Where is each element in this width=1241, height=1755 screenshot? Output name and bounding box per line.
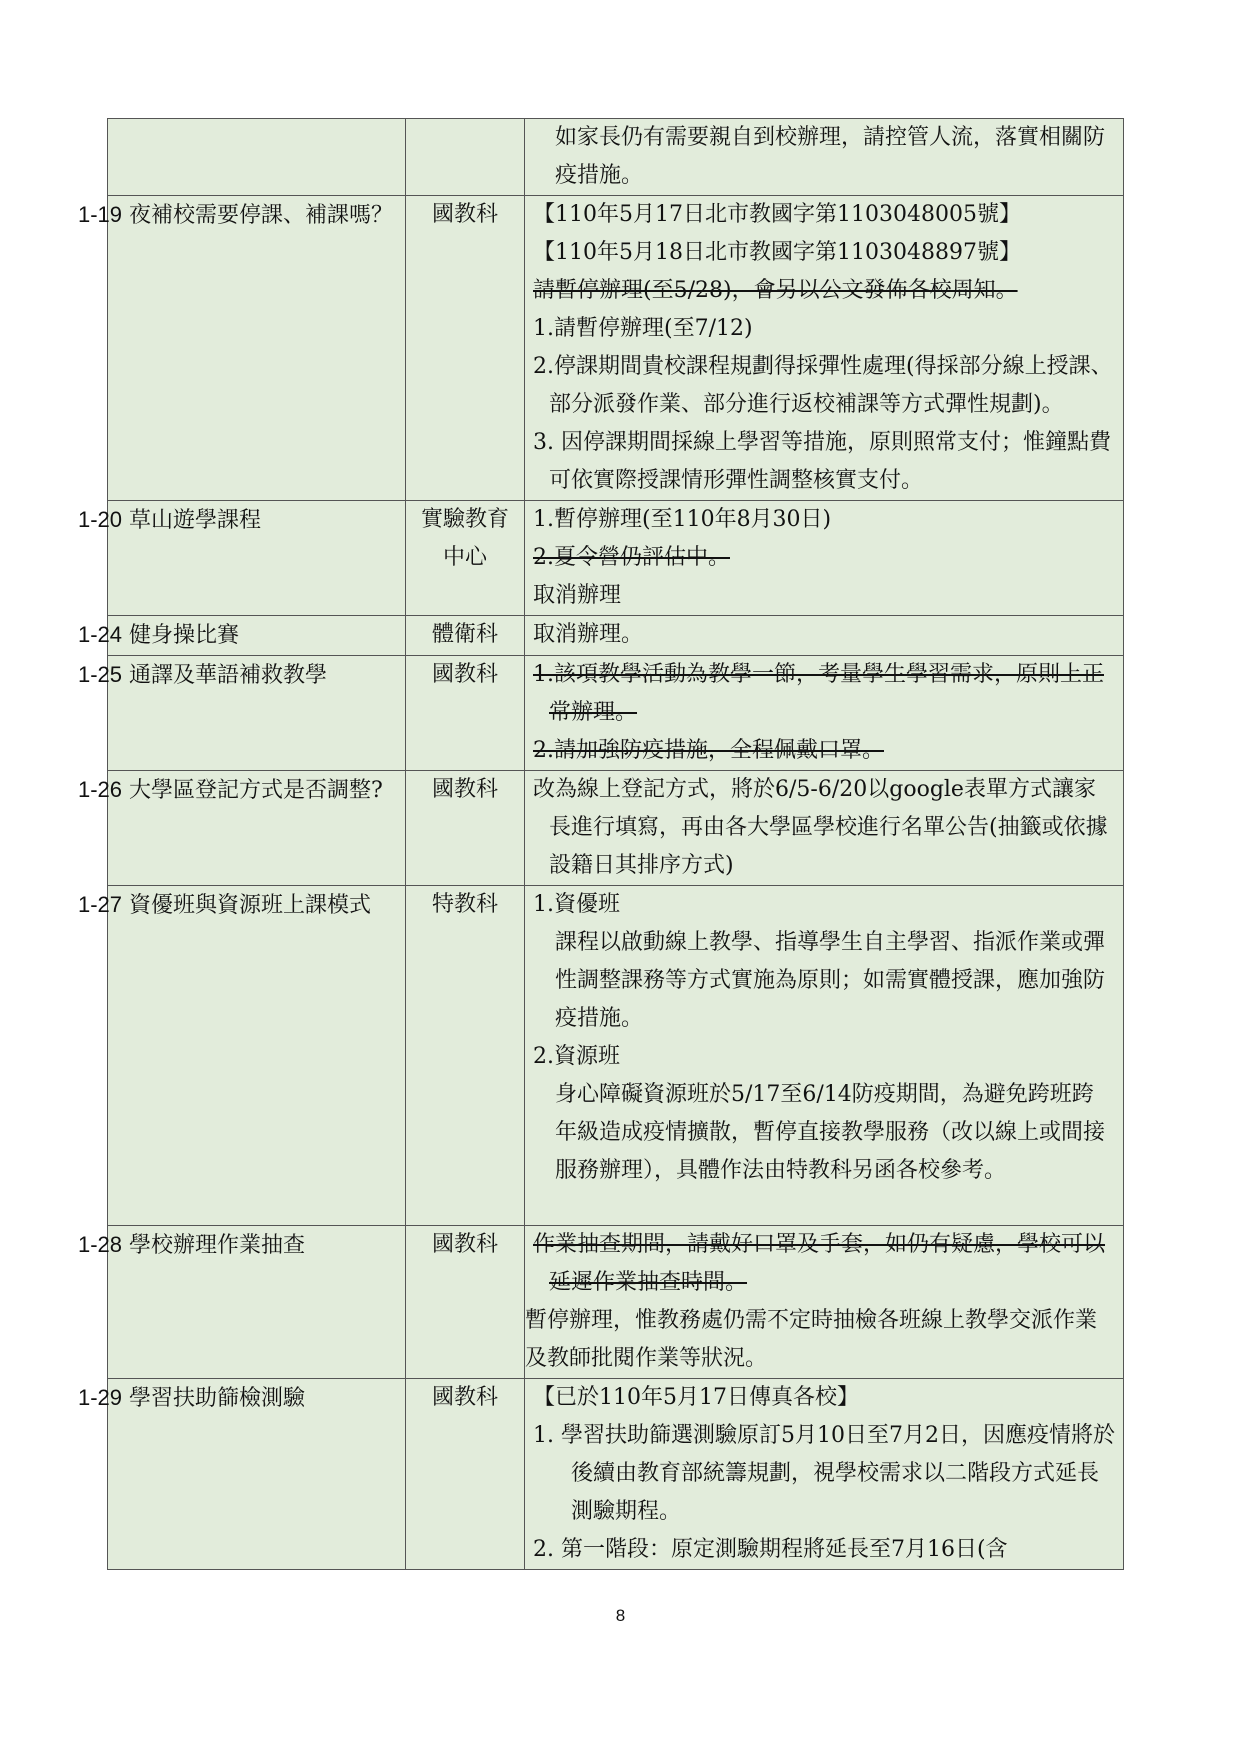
answer-line: 身心障礙資源班於5/17至6/14防疫期間，為避免跨班跨年級造成疫情擴散，暫停直接教學服務（改以線上或間接服務辦理），具體作法由特教科另函各校參考。 <box>555 1082 1106 1183</box>
answer-cell <box>525 1379 1124 1570</box>
question-number: 1-27 <box>78 892 123 917</box>
answer-line: 2.資源班 <box>533 1044 620 1069</box>
answer-cell <box>525 616 1124 656</box>
answer-cell <box>525 119 1124 196</box>
question-cell <box>108 119 406 196</box>
question-cell <box>78 196 406 501</box>
answer-cell <box>525 1226 1124 1379</box>
answer-line: 取消辦理。 <box>533 622 644 647</box>
answer-line: 改為線上登記方式，將於6/5-6/20以google表單方式讓家長進行填寫，再由各大學區學校進行名單公告(抽籤或依據設籍日其排序方式) <box>533 777 1108 878</box>
question-number: 1-26 <box>78 777 123 802</box>
department-cell: 實驗教育中心 <box>406 501 525 616</box>
question-text: 草山遊學課程 <box>129 508 262 533</box>
department-cell: 特教科 <box>406 886 525 1226</box>
answer-line-struck: 請暫停辦理(至5/28)，會另以公文發佈各校周知。 <box>533 278 1018 303</box>
table-row <box>108 1379 1124 1570</box>
question-cell <box>78 1226 406 1379</box>
table-row <box>108 1226 1124 1379</box>
answer-cell <box>525 196 1124 501</box>
department-cell: 國教科 <box>406 196 525 501</box>
answer-line: 1.資優班 <box>533 892 620 917</box>
page-number: 8 <box>615 1606 626 1625</box>
department-cell <box>406 119 525 196</box>
answer-line: 【110年5月18日北市教國字第1103048897號】 <box>533 240 1021 265</box>
answer-line: 3. 因停課期間採線上學習等措施，原則照常支付；惟鐘點費可依實際授課情形彈性調整核實支付。 <box>533 430 1111 493</box>
question-text: 學習扶助篩檢測驗 <box>129 1386 306 1411</box>
department-cell: 國教科 <box>406 771 525 886</box>
answer-cell <box>525 501 1124 616</box>
answer-line: 取消辦理 <box>533 583 622 608</box>
answer-line: 2. 第一階段：原定測驗期程將延長至7月16日(含 <box>533 1537 1008 1562</box>
department-cell: 國教科 <box>406 1226 525 1379</box>
question-cell <box>78 1379 406 1570</box>
answer-line: 暫停辦理，惟教務處仍需不定時抽檢各班線上教學交派作業及教師批閱作業等狀況。 <box>525 1308 1098 1371</box>
question-text: 通譯及華語補救教學 <box>129 663 328 688</box>
table-row <box>108 616 1124 656</box>
question-text: 學校辦理作業抽查 <box>129 1233 306 1258</box>
answer-line: 【已於110年5月17日傳真各校】 <box>533 1385 859 1410</box>
answer-line: 2.停課期間貴校課程規劃得採彈性處理(得採部分線上授課、部分派發作業、部分進行返校補課等方式彈性規劃)。 <box>533 354 1113 417</box>
table-row <box>108 886 1124 1226</box>
answer-cell <box>525 771 1124 886</box>
table-row <box>108 119 1124 196</box>
answer-line-struck: 2.請加強防疫措施，全程佩戴口罩。 <box>533 738 884 763</box>
table-row <box>108 771 1124 886</box>
question-cell <box>78 501 406 616</box>
question-number: 1-19 <box>78 202 123 227</box>
question-text: 大學區登記方式是否調整? <box>129 778 383 803</box>
answer-line: 1. 學習扶助篩選測驗原訂5月10日至7月2日，因應疫情將於後續由教育部統籌規劃，視學校需求以二階段方式延長測驗期程。 <box>533 1423 1115 1524</box>
answer-line-struck: 2.夏令營仍評估中。 <box>533 545 730 570</box>
qa-table <box>78 118 1124 1570</box>
question-text: 夜補校需要停課、補課嗎？ <box>129 203 394 228</box>
question-cell <box>78 656 406 771</box>
answer-line: 如家長仍有需要親自到校辦理，請控管人流，落實相關防疫措施。 <box>555 125 1106 188</box>
answer-line-struck: 作業抽查期間，請戴好口罩及手套，如仍有疑慮，學校可以延遲作業抽查時間。 <box>533 1232 1106 1295</box>
question-number: 1-24 <box>78 622 123 647</box>
department-cell: 體衛科 <box>406 616 525 656</box>
department-cell: 國教科 <box>406 1379 525 1570</box>
answer-line: 【110年5月17日北市教國字第1103048005號】 <box>533 202 1021 227</box>
table-row <box>108 656 1124 771</box>
question-cell <box>78 616 406 656</box>
answer-line: 1.暫停辦理(至110年8月30日) <box>533 507 832 532</box>
question-number: 1-20 <box>78 507 123 532</box>
question-text: 資優班與資源班上課模式 <box>129 893 372 918</box>
answer-line: 1.請暫停辦理(至7/12) <box>533 316 753 341</box>
answer-cell <box>525 656 1124 771</box>
answer-line-struck: 1.該項教學活動為教學一節，考量學生學習需求，原則上正常辦理。 <box>533 662 1104 725</box>
answer-line: 課程以啟動線上教學、指導學生自主學習、指派作業或彈性調整課務等方式實施為原則；如需實體授課，應加強防疫措施。 <box>555 930 1106 1031</box>
table-row <box>108 196 1124 501</box>
department-cell: 國教科 <box>406 656 525 771</box>
question-number: 1-29 <box>78 1385 123 1410</box>
answer-cell <box>525 886 1124 1226</box>
question-cell <box>78 886 406 1226</box>
question-number: 1-28 <box>78 1232 123 1257</box>
question-cell <box>78 771 406 886</box>
question-number: 1-25 <box>78 662 123 687</box>
table-row <box>108 501 1124 616</box>
question-text: 健身操比賽 <box>129 623 240 648</box>
